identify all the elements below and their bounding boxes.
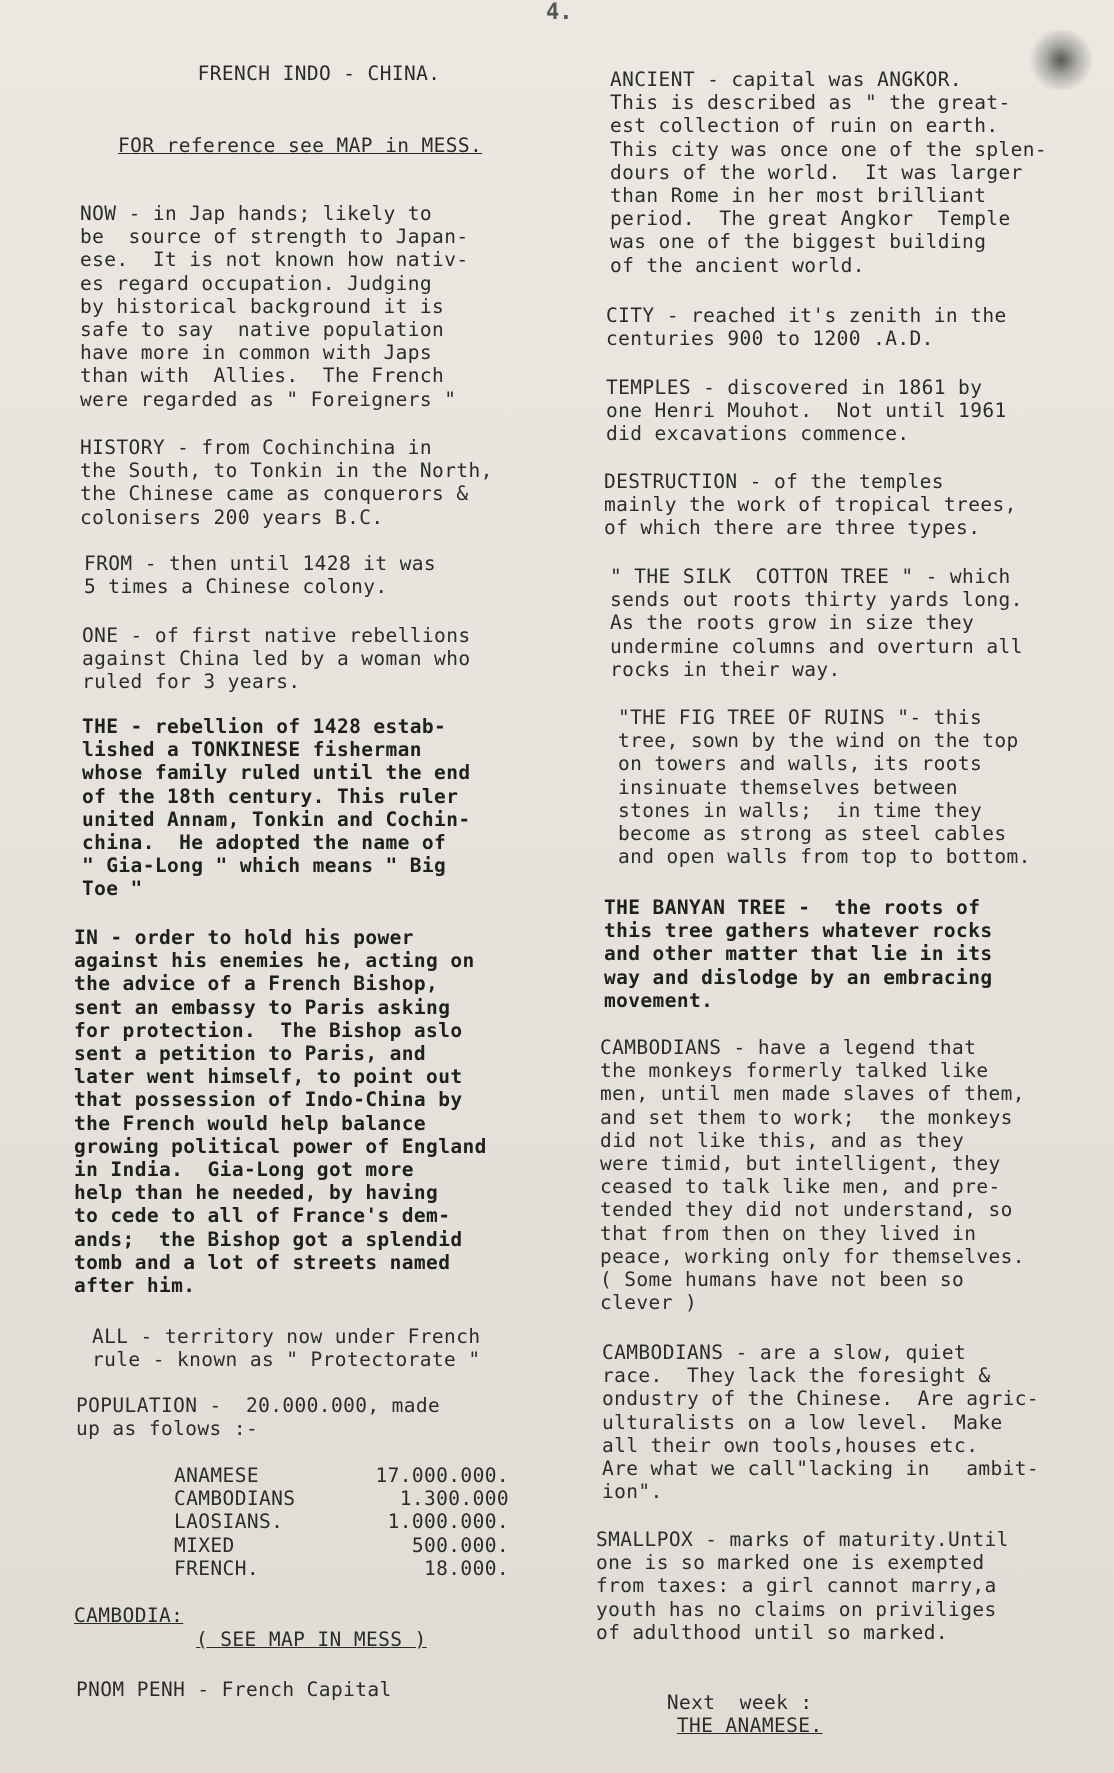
text-line: TEMPLES - discovered in 1861 by <box>606 376 983 399</box>
paragraph-cambodians-slow <box>602 1341 1039 1503</box>
text-line: safe to say native population <box>80 318 445 342</box>
text-line: in India. Gia-Long got more <box>74 1158 414 1182</box>
population-table <box>174 1464 509 1580</box>
text-line: help than he needed, by having <box>74 1181 439 1205</box>
text-line: and other matter that lie in its <box>604 942 993 966</box>
population-group: FRENCH. <box>174 1556 259 1580</box>
text-line: the advice of a French Bishop, <box>74 972 439 996</box>
text-line: Toe " <box>82 877 143 901</box>
paragraph-fig-tree <box>618 706 1031 868</box>
text-line: est collection of ruin on earth. <box>610 114 999 138</box>
text-line: of the ancient world. <box>610 253 865 277</box>
text-line: Are what we call"lacking in ambit- <box>602 1457 1040 1481</box>
text-line: one is so marked one is exempted <box>596 1551 985 1575</box>
text-line: undermine columns and overturn all <box>610 634 1023 658</box>
text-line: es regard occupation. Judging <box>80 271 433 295</box>
text-line: This is described as " the great- <box>610 91 1011 115</box>
text-line: rocks in their way. <box>610 657 841 681</box>
text-line: the South, to Tonkin in the North, <box>80 459 493 483</box>
text-line: later went himself, to point out <box>74 1065 463 1089</box>
paragraph-from <box>84 552 436 598</box>
paragraph-now <box>80 202 468 411</box>
population-count: 18.000. <box>424 1556 509 1580</box>
text-line: movement. <box>604 988 714 1012</box>
text-line: lished a TONKINESE fisherman <box>82 738 422 762</box>
text-line: that from then on they lived in <box>600 1221 977 1245</box>
population-row <box>174 1534 509 1557</box>
population-group: CAMBODIANS <box>174 1487 296 1511</box>
text-line: CAMBODIANS - are a slow, quiet <box>602 1341 967 1364</box>
text-line: way and dislodge by an embracing <box>604 965 993 989</box>
text-line: centuries 900 to 1200 .A.D. <box>606 327 934 351</box>
text-line: be source of strength to Japan- <box>80 225 469 249</box>
text-line: " THE SILK COTTON TREE " - which <box>610 565 1011 588</box>
text-line: POPULATION - 20.000.000, made <box>76 1394 441 1417</box>
population-row <box>174 1510 509 1533</box>
text-line: tomb and a lot of streets named <box>74 1250 451 1274</box>
text-line: NOW - in Jap hands; likely to <box>80 202 433 225</box>
text-line: peace, working only for themselves. <box>600 1244 1025 1268</box>
section-heading-cambodia: CAMBODIA: <box>74 1604 184 1627</box>
paragraph-history <box>80 436 493 529</box>
text-line: this tree gathers whatever rocks <box>604 919 993 943</box>
page-title: FRENCH INDO - CHINA. <box>197 62 441 85</box>
text-line: was one of the biggest building <box>610 230 987 254</box>
text-line: FROM - then until 1428 it was <box>84 552 437 575</box>
text-line: united Annam, Tonkin and Cochin- <box>82 807 471 831</box>
see-map-note: ( SEE MAP IN MESS ) <box>196 1628 427 1651</box>
next-week-line <box>594 1668 823 1761</box>
text-line: ANCIENT - capital was ANGKOR. <box>610 68 963 91</box>
text-line: period. The great Angkor Temple <box>610 207 1011 231</box>
text-line: of which there are three types. <box>604 516 981 540</box>
text-line: ONE - of first native rebellions <box>82 624 471 647</box>
population-count: 1.300.000 <box>399 1487 509 1511</box>
text-line: the monkeys formerly talked like <box>600 1059 989 1083</box>
text-line: youth has no claims on priviliges <box>596 1597 997 1621</box>
population-group: MIXED <box>174 1533 235 1557</box>
text-line: tended they did not understand, so <box>600 1198 1013 1222</box>
text-line: colonisers 200 years B.C. <box>80 505 384 529</box>
population-group: ANAMESE <box>174 1464 259 1487</box>
next-week-label: Next week : <box>666 1691 813 1715</box>
paragraph-population <box>76 1394 440 1440</box>
text-line: and set them to work; the monkeys <box>600 1105 1013 1129</box>
text-line: the Chinese came as conquerors & <box>80 482 469 506</box>
text-line: insinuate themselves between <box>618 775 958 799</box>
population-count: 500.000. <box>411 1533 509 1557</box>
right-column <box>594 0 1094 1738</box>
text-line: SMALLPOX - marks of maturity.Until <box>596 1528 1009 1551</box>
text-line: have more in common with Japs <box>80 341 433 365</box>
text-line: ondustry of the Chinese. Are agric- <box>602 1387 1040 1411</box>
population-count: 17.000.000. <box>375 1464 509 1487</box>
text-line: than with Allies. The French <box>80 364 445 388</box>
text-line: sent a petition to Paris, and <box>74 1042 427 1066</box>
text-line: and open walls from top to bottom. <box>618 845 1031 869</box>
text-line: CAMBODIANS - have a legend that <box>600 1036 977 1059</box>
text-line: from taxes: a girl cannot marry,a <box>596 1574 997 1598</box>
text-line: sends out roots thirty yards long. <box>610 588 1023 612</box>
text-line: ruled for 3 years. <box>82 670 301 694</box>
text-line: IN - order to hold his power <box>74 926 414 949</box>
text-line: ceased to talk like men, and pre- <box>600 1175 1001 1199</box>
text-line: clever ) <box>600 1291 698 1315</box>
text-line: race. They lack the foresight & <box>602 1364 991 1388</box>
text-line: by historical background it is <box>80 294 445 318</box>
text-line: one Henri Mouhot. Not until 1961 <box>606 399 1007 423</box>
text-line: than Rome in her most brilliant <box>610 184 987 208</box>
text-line: ulturalists on a low level. Make <box>602 1410 1003 1434</box>
text-line: THE BANYAN TREE - the roots of <box>604 896 981 919</box>
text-line: against his enemies he, acting on <box>74 949 475 973</box>
text-line: against China led by a woman who <box>82 647 471 671</box>
population-row <box>174 1487 509 1510</box>
text-line: DESTRUCTION - of the temples <box>604 470 944 493</box>
paragraph-ancient <box>610 68 1047 277</box>
population-row <box>174 1464 509 1487</box>
text-line: " Gia-Long " which means " Big <box>82 854 447 878</box>
next-week-topic: THE ANAMESE. <box>676 1714 823 1738</box>
paragraph-smallpox <box>596 1528 1009 1644</box>
text-line: china. He adopted the name of <box>82 831 447 855</box>
text-line: up as folows :- <box>76 1417 259 1441</box>
text-line: on towers and walls, its roots <box>618 752 983 776</box>
paragraph-destruction <box>604 470 1017 540</box>
population-count: 1.000.000. <box>387 1510 509 1534</box>
text-line: growing political power of England <box>74 1134 487 1158</box>
text-line: ALL - territory now under French <box>92 1325 481 1348</box>
text-line: were timid, but intelligent, they <box>600 1152 1001 1176</box>
text-line: were regarded as " Foreigners " <box>80 387 457 411</box>
text-line: ion". <box>602 1480 663 1504</box>
text-line: men, until men made slaves of them, <box>600 1082 1025 1106</box>
text-line: mainly the work of tropical trees, <box>604 493 1017 517</box>
text-line: become as strong as steel cables <box>618 822 1007 846</box>
paragraph-cambodians-legend <box>600 1036 1025 1314</box>
paragraph-all <box>92 1325 480 1371</box>
paragraph-silk-cotton-tree <box>610 565 1023 681</box>
text-line: sent an embassy to Paris asking <box>74 995 451 1019</box>
text-line: This city was once one of the splen- <box>610 137 1048 161</box>
text-line: CITY - reached it's zenith in the <box>606 304 1007 327</box>
text-line: 5 times a Chinese colony. <box>84 575 388 599</box>
paragraph-banyan-tree <box>604 896 992 1012</box>
text-line: did excavations commence. <box>606 422 910 446</box>
text-line: stones in walls; in time they <box>618 798 983 822</box>
text-line: the French would help balance <box>74 1111 427 1135</box>
text-line: As the roots grow in size they <box>610 611 975 635</box>
page-number: 4. <box>546 0 573 25</box>
text-line: ( Some humans have not been so <box>600 1268 965 1292</box>
paragraph-one <box>82 624 470 694</box>
reference-note: FOR reference see MAP in MESS. <box>118 134 483 157</box>
text-line: that possession of Indo-China by <box>74 1088 463 1112</box>
text-line: "THE FIG TREE OF RUINS "- this <box>618 706 983 729</box>
text-line: to cede to all of France's dem- <box>74 1204 451 1228</box>
text-line: after him. <box>74 1274 196 1298</box>
text-line: all their own tools,houses etc. <box>602 1433 979 1457</box>
paragraph-pnom-penh: PNOM PENH - French Capital <box>76 1678 392 1701</box>
left-column <box>74 0 564 1701</box>
text-line: of the 18th century. This ruler <box>82 784 459 808</box>
text-line: ese. It is not known how nativ- <box>80 248 469 272</box>
text-line: THE - rebellion of 1428 estab- <box>82 715 447 738</box>
population-row <box>174 1557 509 1580</box>
text-line: did not like this, and as they <box>600 1128 965 1152</box>
text-line: tree, sown by the wind on the top <box>618 729 1019 753</box>
text-line: HISTORY - from Cochinchina in <box>80 436 433 459</box>
text-line: rule - known as " Protectorate " <box>92 1348 481 1372</box>
text-line: dours of the world. It was larger <box>610 160 1023 184</box>
paragraph-the-rebellion <box>82 715 470 901</box>
population-group: LAOSIANS. <box>174 1510 284 1534</box>
text-line: whose family ruled until the end <box>82 761 471 785</box>
text-line: for protection. The Bishop aslo <box>74 1018 463 1042</box>
paragraph-in-order <box>74 926 487 1297</box>
text-line: of adulthood until so marked. <box>596 1620 949 1644</box>
text-line: ands; the Bishop got a splendid <box>74 1227 463 1251</box>
paragraph-city <box>606 304 1007 350</box>
paragraph-temples <box>606 376 1007 446</box>
